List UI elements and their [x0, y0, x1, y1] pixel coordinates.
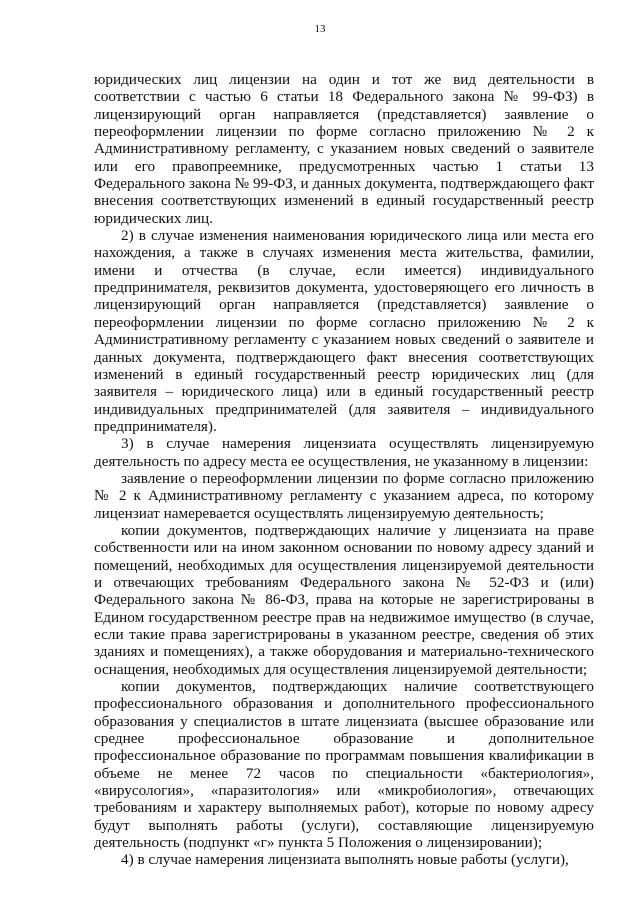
- paragraph-continuation: юридических лиц лицензии на один и тот же вид деятельности в соответствии с частью 6 статьи 18 Федерального закона № 99-ФЗ) в лицензирующий орган направляется (представляется) заявление о переоформлении лицензии по форме согласно приложению № 2 к Административному регламенту, с указанием новых сведений о заявителе или его правопреемнике, предусмотренных частью 1 статьи 13 Федерального закона № 99-ФЗ, и данных документа, подтверждающего факт внесения соответствующих изменений в единый государственный реестр юридических лиц.: [94, 71, 594, 227]
- paragraph-premises-documents: копии документов, подтверждающих наличие у лицензиата на праве собственности или на ином законном основании по новому адресу зданий и помещений, необходимых для осуществления лицензируемой деятельности и отвечающих требованиям Федерального закона № 52-ФЗ и (или) Федерального закона № 86-ФЗ, права на которые не зарегистрированы в Едином государственном реестре прав на недвижимое имущество (в случае, если такие права зарегистрированы в указанном реестре, сведения об этих зданиях и помещениях), а также оборудования и материально-технического оснащения, необходимых для осуществления лицензируемой деятельности;: [94, 521, 594, 678]
- paragraph-item-2: 2) в случае изменения наименования юридического лица или места его нахождения, а также в случаях изменения места жительства, фамилии, имени и отчества (в случае, если имеется) индивидуального предпринимателя, реквизитов документа, удостоверяющего его личность в лицензирующий орган направляется (представляется) заявление о переоформлении лицензии по форме согласно приложению № 2 к Административному регламенту с указанием новых сведений о заявителе и данных документа, подтверждающего факт внесения соответствующих изменений в единый государственный реестр юридических лиц (для заявителя – юридического лица) или в единый государственный реестр индивидуальных предпринимателей (для заявителя – индивидуального предпринимателя).: [94, 227, 594, 435]
- paragraph-application: заявление о переоформлении лицензии по форме согласно приложению № 2 к Административному регламенту с указанием адреса, по которому лицензиат намеревается осуществлять лицензируемую деятельность;: [94, 469, 594, 522]
- page-number: 13: [314, 23, 326, 35]
- paragraph-item-4: 4) в случае намерения лицензиата выполнять новые работы (услуги),: [121, 851, 569, 869]
- paragraph-item-3: 3) в случае намерения лицензиата осуществлять лицензируемую деятельность по адресу места ее осуществления, не указанному в лицензии:: [94, 435, 594, 470]
- paragraph-education-documents: копии документов, подтверждающих наличие соответствующего профессионального образования и дополнительного профессионального образования у специалистов в штате лицензиата (высшее образование или среднее профессиональное образование и дополнительное профессиональное образование по программам повышения квалификации в объеме не менее 72 часов по специальности «бактериология», «вирусология», «паразитология» или «микробиология», отвечающих требованиям и характеру выполняемых работ), которые по новому адресу будут выполнять работы (услуги), составляющие лицензируемую деятельность (подпункт «г» пункта 5 Положения о лицензировании);: [94, 678, 594, 852]
- document-body: [94, 71, 594, 869]
